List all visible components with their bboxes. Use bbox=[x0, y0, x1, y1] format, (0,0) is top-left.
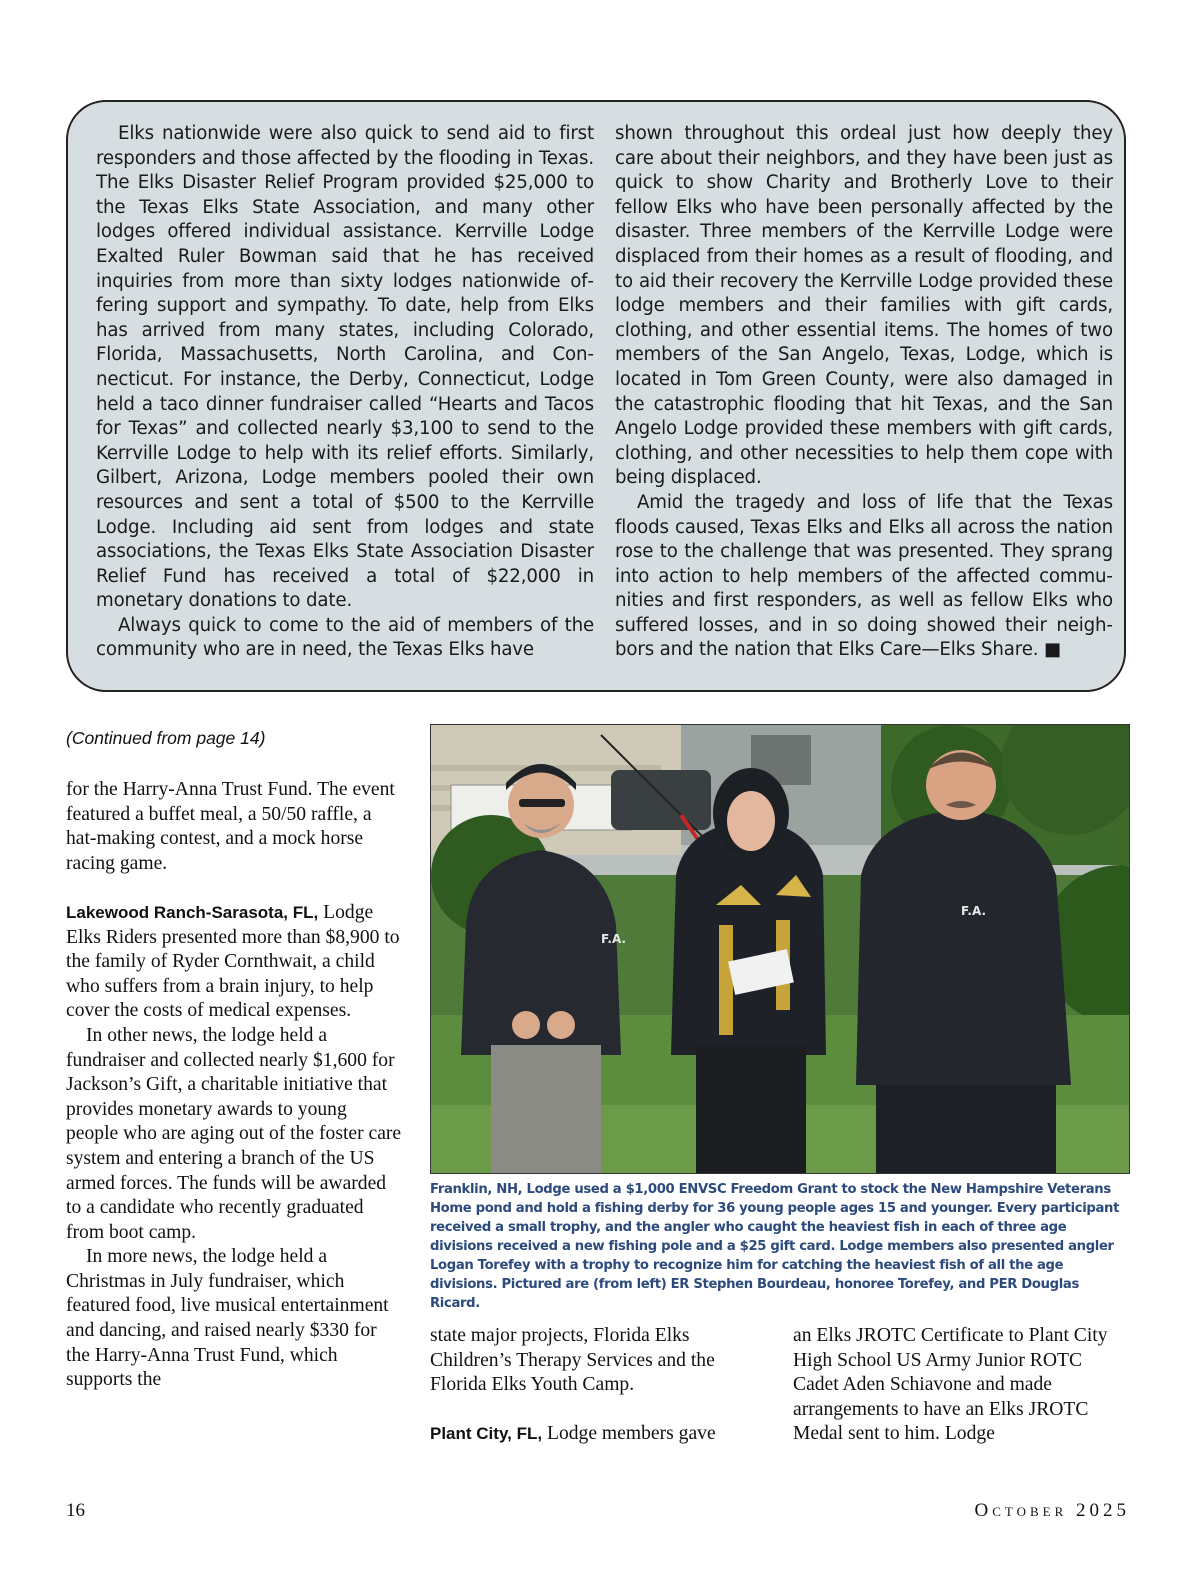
sidebar-paragraph: Always quick to come to the aid of members of the community who are in need, the Texas Elks have bbox=[96, 614, 594, 661]
article-paragraph: state major projects, Florida Elks Children’s Therapy Services and the Florida Elks Youth Camp. bbox=[430, 1325, 715, 1396]
sidebar-right-column bbox=[615, 122, 1113, 663]
lodge-text: Lodge Elks Riders presented more than $8,900 to the family of Ryder Cornthwait, a child who suffers from a brain injury, to help cover the costs of medical expenses. bbox=[66, 901, 400, 1022]
issue-date: October 2025 bbox=[974, 1500, 1130, 1521]
article-paragraph bbox=[66, 901, 402, 1024]
article-column-1 bbox=[66, 778, 402, 1393]
photo-caption bbox=[430, 1180, 1132, 1313]
caption-text: Lodge used a $1,000 ENVSC Freedom Grant to stock the New Hampshire Veterans Home pond and hold a fishing derby for 36 young people ages 15 and younger. Every participant received a small trophy, and the angler who caught the heaviest fish in each of three age divisions received a new fishing pole and a $25 gift card. Lodge members also presented angler Logan Torefey with a trophy to recognize him for catching the heaviest fish of all the age divisions. Pictured are (from left) ER Stephen Bourdeau, honoree Torefey, and PER Douglas Ricard. bbox=[430, 1182, 1120, 1311]
shirt-logo-right: F.A. bbox=[961, 904, 987, 918]
page-number: 16 bbox=[66, 1500, 85, 1521]
sidebar-left-column bbox=[96, 122, 594, 663]
caption-lead: Franklin, NH, bbox=[430, 1182, 523, 1197]
sidebar-paragraph: Amid the tragedy and loss of life that the Texas floods caused, Texas Elks and Elks all across the nation rose to the challenge that was presented. They sprang into action to help members of the affected communities and first responders, as well as fellow Elks who suffered losses, and in so doing showed their neighbors and the nation that Elks Care—Elks Share. ■ bbox=[615, 491, 1113, 661]
article-column-2 bbox=[430, 1324, 770, 1447]
sidebar-paragraph: shown throughout this ordeal just how deeply they care about their neighbors, and they have been just as quick to show Charity and Brotherly Love to their fellow Elks who have been personally affected by the disaster. Three members of the Kerrville Lodge were displaced from their homes as a result of flooding, and to aid their recovery the Kerrville Lodge provided these lodge members and their families with gift cards, clothing, and other essential items. The homes of two members of the San Angelo, Texas, Lodge, which is located in Tom Green County, were also damaged in the catastrophic flooding that hit Texas, and the San Angelo Lodge provided these members with gift cards, clothing, and other necessities to help them cope with being displaced. bbox=[615, 123, 1113, 489]
article-paragraph: an Elks JROTC Certificate to Plant City High School US Army Junior ROTC Cadet Aden Schiavone and made arrangements to have an Elks JROTC Medal sent to him. Lodge bbox=[793, 1325, 1108, 1445]
lodge-text: Lodge members gave bbox=[542, 1423, 716, 1445]
article-paragraph: In more news, the lodge held a Christmas in July fundraiser, which featured food, live musical entertainment and dancing, and raised nearly $330 for the Harry-Anna Trust Fund, which supports the bbox=[66, 1246, 389, 1391]
photo-fishing-derby bbox=[430, 724, 1130, 1174]
sidebar-box bbox=[66, 100, 1126, 692]
sidebar-paragraph: Elks nationwide were also quick to send aid to first responders and those affected by the flooding in Texas. The Elks Disaster Relief Program provided $25,000 to the Texas Elks State Association, and many other lodges offered individual assistance. Kerrville Lodge Exalted Ruler Bowman said that he has received inquiries from more than sixty lodges nationwide offering support and sympathy. To date, help from Elks has arrived from many states, including Colorado, Florida, Massachusetts, North Carolina, and Connecticut. For instance, the Derby, Connecticut, Lodge held a taco dinner fundraiser called “Hearts and Tacos for Texas” and collected nearly $3,100 to send to the Kerrville Lodge to help with its relief efforts. Similarly, Gilbert, Arizona, Lodge members pooled their own resources and sent a total of $500 to the Kerrville Lodge. Including aid sent from lodges and state associations, the Texas Elks State Association Disaster Relief Fund has received a total of $22,000 in monetary donations to date. bbox=[96, 123, 594, 612]
article-paragraph: for the Harry-Anna Trust Fund. The event featured a buffet meal, a 50/50 raffle, a hat-making contest, and a mock horse racing game. bbox=[66, 779, 395, 874]
lodge-name: Plant City, FL, bbox=[430, 1424, 543, 1444]
continued-note: (Continued from page 14) bbox=[66, 728, 266, 748]
article-column-3 bbox=[793, 1324, 1131, 1447]
article-paragraph: In other news, the lodge held a fundraiser and collected nearly $1,600 for Jackson’s Gift, a charitable initiative that provides monetary awards to young people who are aging out of the foster care system and entering a branch of the US armed forces. The funds will be awarded to a candidate who recently graduated from boot camp. bbox=[66, 1024, 402, 1243]
article-paragraph bbox=[430, 1422, 770, 1447]
lodge-name: Lakewood Ranch-Sarasota, FL, bbox=[66, 902, 319, 922]
shirt-logo-left: F.A. bbox=[601, 932, 627, 946]
